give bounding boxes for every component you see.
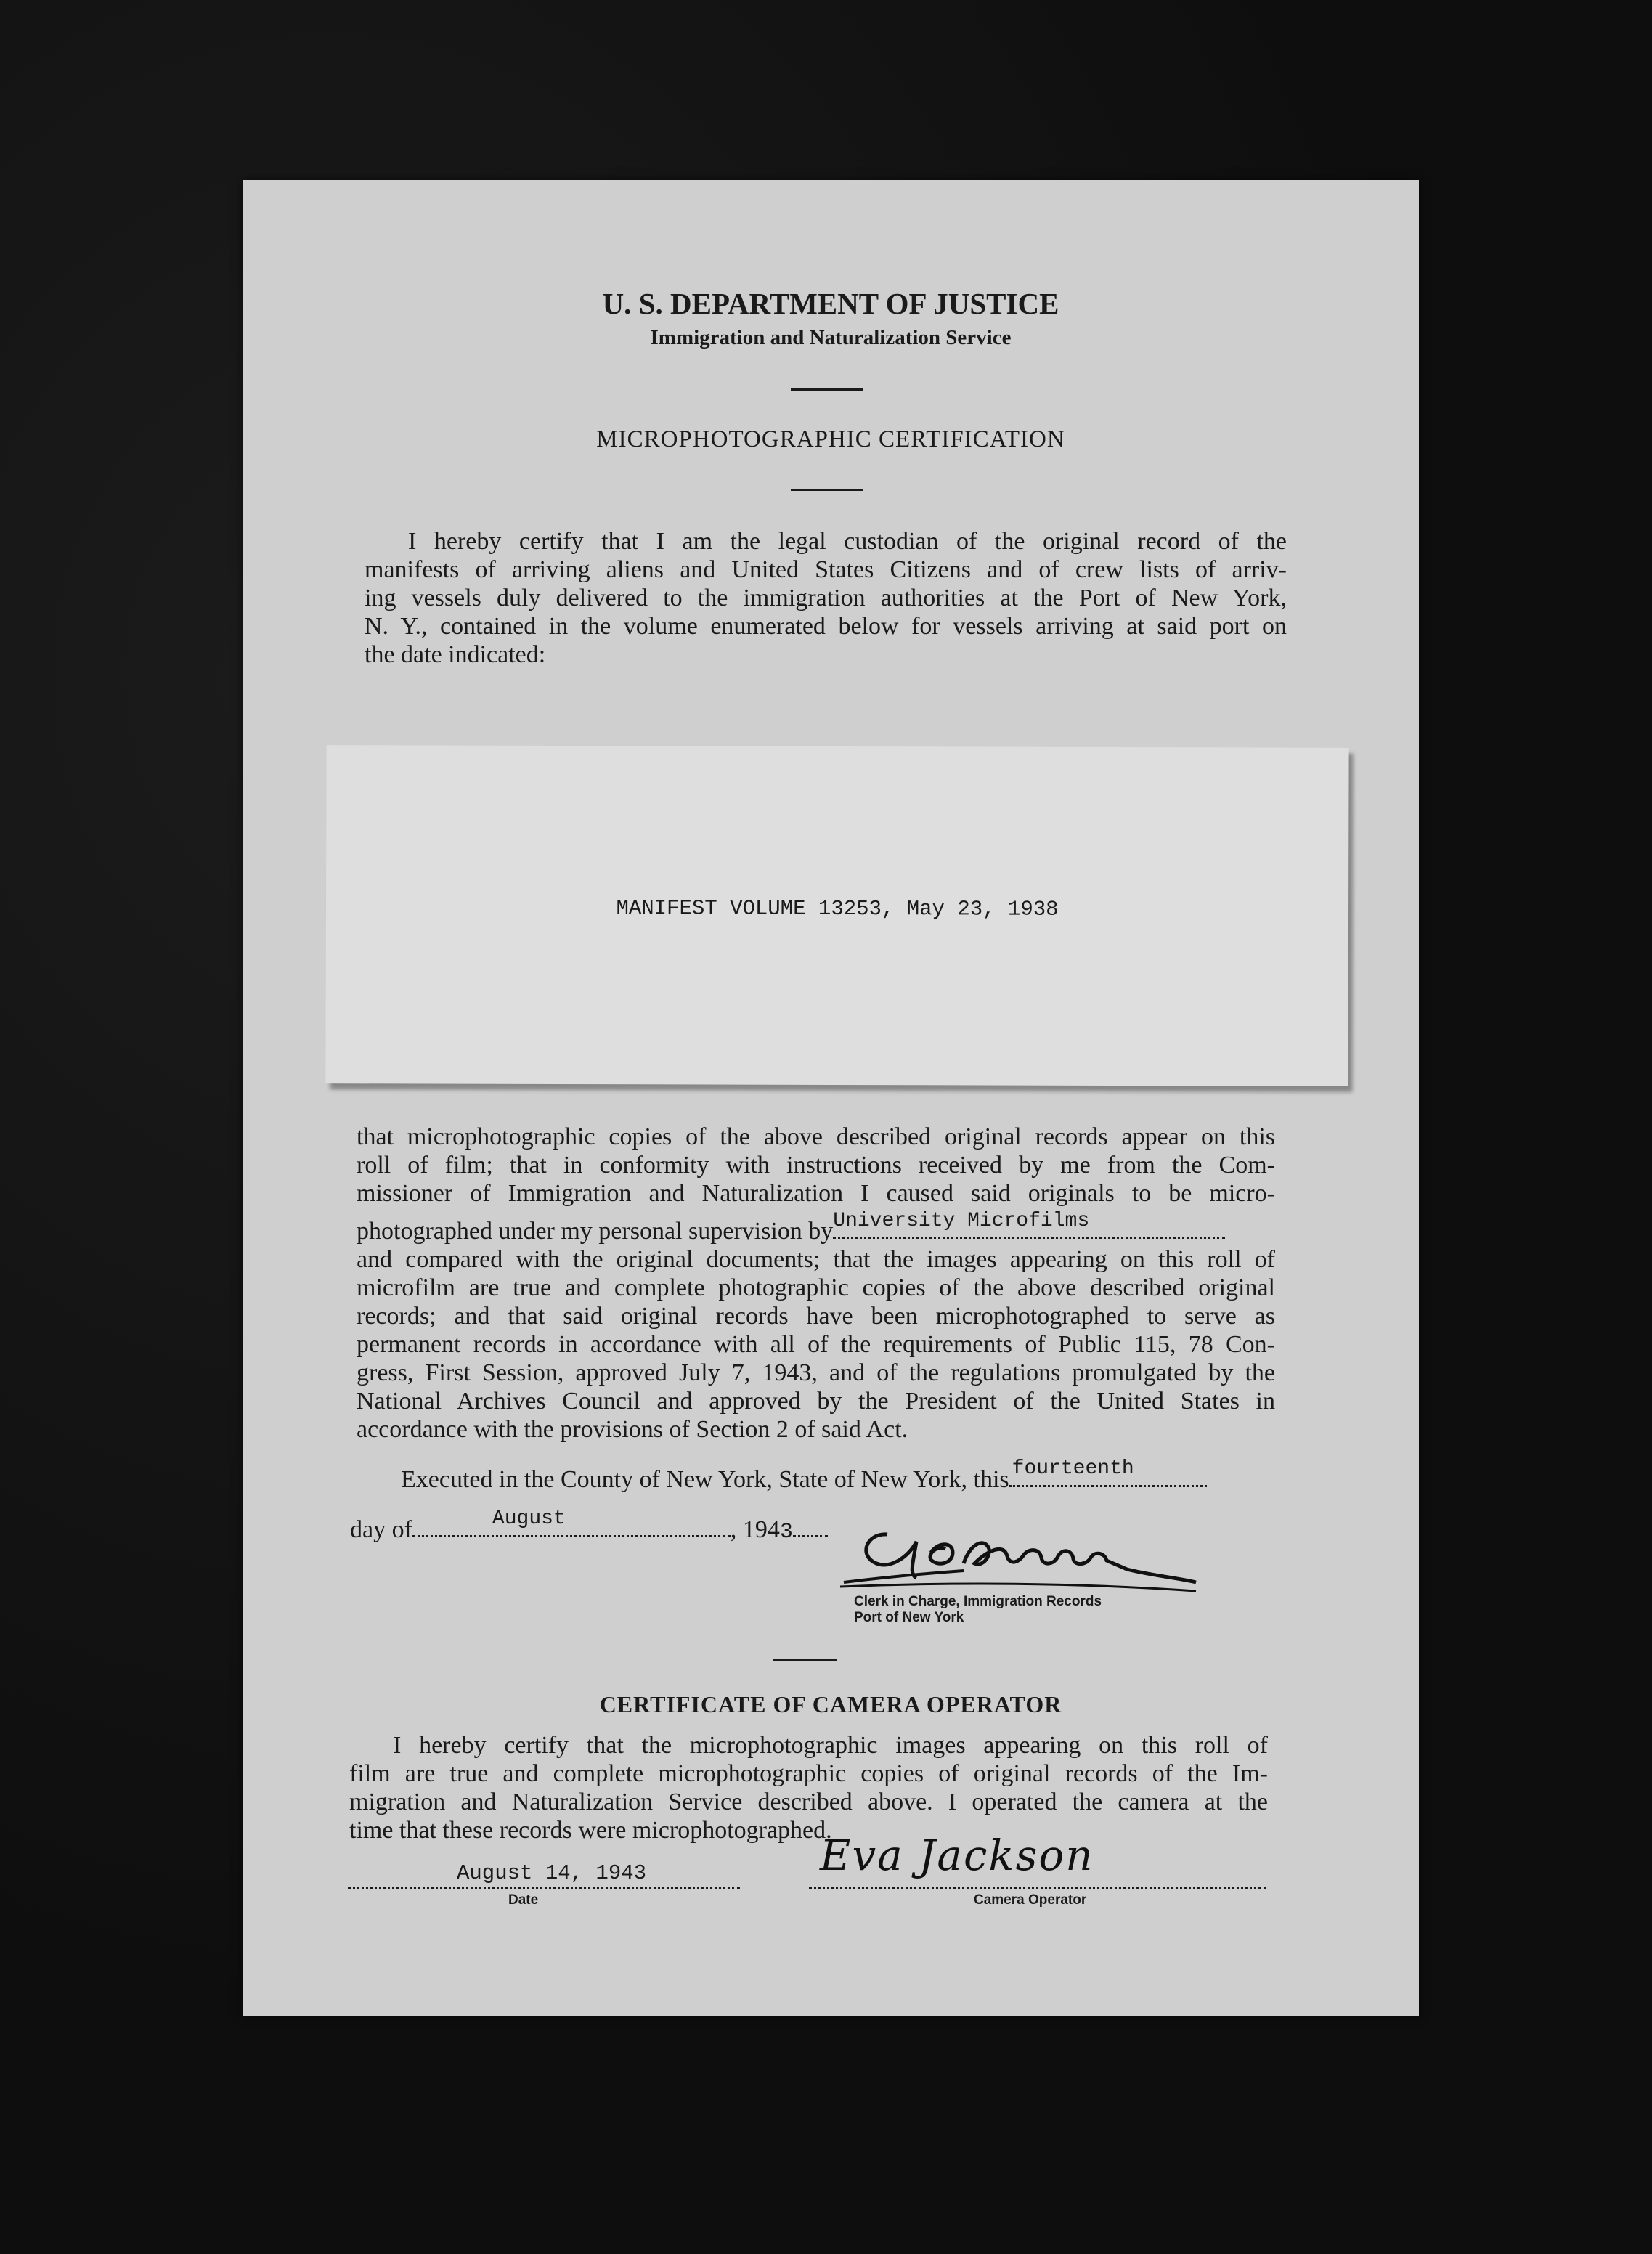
execution-day: fourteenth xyxy=(1012,1457,1134,1480)
service-subheading: Immigration and Naturalization Service xyxy=(650,326,1012,349)
body-line: microfilm are true and complete photographic copies of the above described original xyxy=(357,1274,1275,1301)
intro-line: I hereby certify that I am the legal custodian of the original record of the xyxy=(408,528,1287,555)
body-line: gress, First Session, approved July 7, 1943, and of the regulations promulgated by the xyxy=(357,1359,1275,1386)
divider xyxy=(791,388,863,391)
intro-line: ing vessels duly delivered to the immigration authorities at the Port of New York, xyxy=(365,585,1287,611)
intro-line: N. Y., contained in the volume enumerated below for vessels arriving at said port on xyxy=(365,613,1287,640)
supervision-line xyxy=(357,1210,1275,1245)
body-line: accordance with the provisions of Section 2 of said Act. xyxy=(357,1416,908,1443)
operator-line: time that these records were microphotographed. xyxy=(349,1817,832,1844)
divider xyxy=(773,1659,837,1661)
operator-section-title: CERTIFICATE OF CAMERA OPERATOR xyxy=(599,1691,1062,1717)
divider xyxy=(791,489,863,491)
body-line: that microphotographic copies of the above described original records appear on this xyxy=(357,1123,1275,1150)
date-line xyxy=(350,1508,828,1547)
operator-paragraph xyxy=(349,1731,1268,1844)
intro-paragraph xyxy=(365,527,1287,669)
operator-line: migration and Naturalization Service described above. I operated the camera at the xyxy=(349,1789,1268,1815)
operator-label: Camera Operator xyxy=(974,1892,1087,1908)
day-field xyxy=(1009,1457,1207,1487)
body-line: National Archives Council and approved by the President of the United States in xyxy=(357,1388,1275,1415)
manifest-slip xyxy=(325,745,1348,1086)
year-digit: 3 xyxy=(779,1520,793,1545)
operator-line: film are true and complete microphotographic copies of original records of the Im- xyxy=(349,1760,1268,1787)
body-line: permanent records in accordance with all of the requirements of Public 115, 78 Con- xyxy=(357,1331,1275,1358)
date-label: Date xyxy=(508,1892,539,1908)
intro-line: the date indicated: xyxy=(365,641,546,668)
supervision-prefix: photographed under my personal supervision by xyxy=(357,1218,834,1245)
execution-line xyxy=(401,1457,1207,1494)
clerk-signature xyxy=(837,1513,1200,1600)
operator-line: I hereby certify that the microphotographic images appearing on this roll of xyxy=(393,1732,1268,1759)
body-paragraph xyxy=(357,1123,1275,1444)
form-title: MICROPHOTOGRAPHIC CERTIFICATION xyxy=(596,426,1065,452)
body-line: and compared with the original documents; that the images appearing on this roll of xyxy=(357,1246,1275,1273)
agency-heading: U. S. DEPARTMENT OF JUSTICE xyxy=(602,287,1059,320)
certificate-page xyxy=(243,180,1419,2016)
day-of-label: day of xyxy=(350,1516,412,1543)
year-field-tail xyxy=(793,1513,828,1537)
year-prefix: , 194 xyxy=(730,1516,780,1543)
body-line: records; and that said original records have been microphotographed to serve as xyxy=(357,1303,1275,1330)
operator-date: August 14, 1943 xyxy=(457,1861,647,1885)
clerk-port: Port of New York xyxy=(854,1610,964,1625)
operator-signature: Eva Jackson xyxy=(820,1831,1094,1880)
execution-text: Executed in the County of New York, State of New York, this xyxy=(401,1466,1009,1493)
supervisor-name: University Microfilms xyxy=(833,1210,1090,1232)
body-line: roll of film; that in conformity with instructions received by me from the Com- xyxy=(357,1152,1275,1179)
execution-month: August xyxy=(492,1508,566,1530)
intro-line: manifests of arriving aliens and United States Citizens and of crew lists of arriv- xyxy=(365,556,1287,583)
clerk-title: Clerk in Charge, Immigration Records xyxy=(854,1594,1102,1609)
month-field xyxy=(412,1508,731,1537)
supervisor-field xyxy=(833,1210,1225,1239)
operator-date-field xyxy=(348,1859,740,1889)
manifest-volume-label: MANIFEST VOLUME 13253, May 23, 1938 xyxy=(616,896,1059,921)
body-line: missioner of Immigration and Naturalization I caused said originals to be micro- xyxy=(357,1180,1275,1207)
